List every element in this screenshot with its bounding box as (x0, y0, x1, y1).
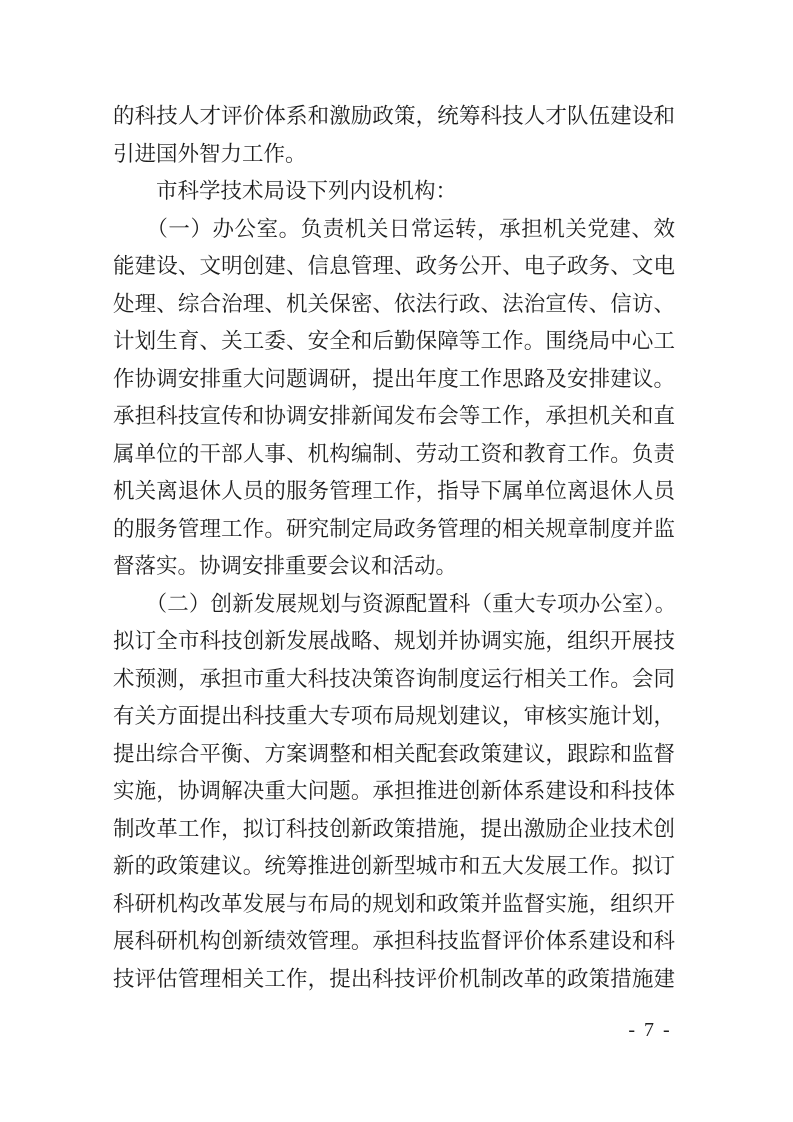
document-line: 展科研机构创新绩效管理。承担科技监督评价体系建设和科 (113, 929, 675, 953)
document-line: 督落实。协调安排重要会议和活动。 (113, 554, 458, 578)
document-line: 实施，协调解决重大问题。承担推进创新体系建设和科技体 (113, 779, 675, 803)
document-line: 计划生育、关工委、安全和后勤保障等工作。围绕局中心工 (113, 329, 675, 353)
page-number: - 7 - (628, 1019, 672, 1041)
document-line: 市科学技术局设下列内设机构： (113, 179, 458, 203)
document-line: 属单位的干部人事、机构编制、劳动工资和教育工作。负责 (113, 441, 675, 466)
document-line: 处理、综合治理、机关保密、依法行政、法治宣传、信访、 (113, 291, 675, 316)
document-body (113, 98, 675, 998)
document-line: 术预测，承担市重大科技决策咨询制度运行相关工作。会同 (113, 666, 675, 691)
document-line: 拟订全市科技创新发展战略、规划并协调实施，组织开展技 (113, 629, 675, 653)
document-line: （一）办公室。负责机关日常运转，承担机关党建、效 (113, 216, 675, 241)
document-line: 科研机构改革发展与布局的规划和政策并监督实施，组织开 (113, 891, 675, 916)
document-line: 机关离退休人员的服务管理工作，指导下属单位离退休人员 (113, 479, 675, 503)
document-line: 能建设、文明创建、信息管理、政务公开、电子政务、文电 (113, 254, 675, 278)
document-line: 新的政策建议。统筹推进创新型城市和五大发展工作。拟订 (113, 854, 675, 878)
document-line: 承担科技宣传和协调安排新闻发布会等工作，承担机关和直 (113, 404, 675, 428)
document-line: 的服务管理工作。研究制定局政务管理的相关规章制度并监 (113, 516, 675, 541)
document-line: 提出综合平衡、方案调整和相关配套政策建议，跟踪和监督 (113, 741, 675, 766)
document-line: 引进国外智力工作。 (113, 141, 307, 166)
document-line: 制改革工作，拟订科技创新政策措施，提出激励企业技术创 (113, 816, 675, 841)
document-line: （二）创新发展规划与资源配置科（重大专项办公室）。 (113, 591, 675, 616)
document-line: 的科技人才评价体系和激励政策，统筹科技人才队伍建设和 (113, 104, 675, 128)
document-line: 技评估管理相关工作，提出科技评价机制改革的政策措施建 (113, 966, 675, 991)
document-line: 作协调安排重大问题调研，提出年度工作思路及安排建议。 (113, 366, 675, 391)
document-line: 有关方面提出科技重大专项布局规划建议，审核实施计划， (113, 704, 675, 728)
